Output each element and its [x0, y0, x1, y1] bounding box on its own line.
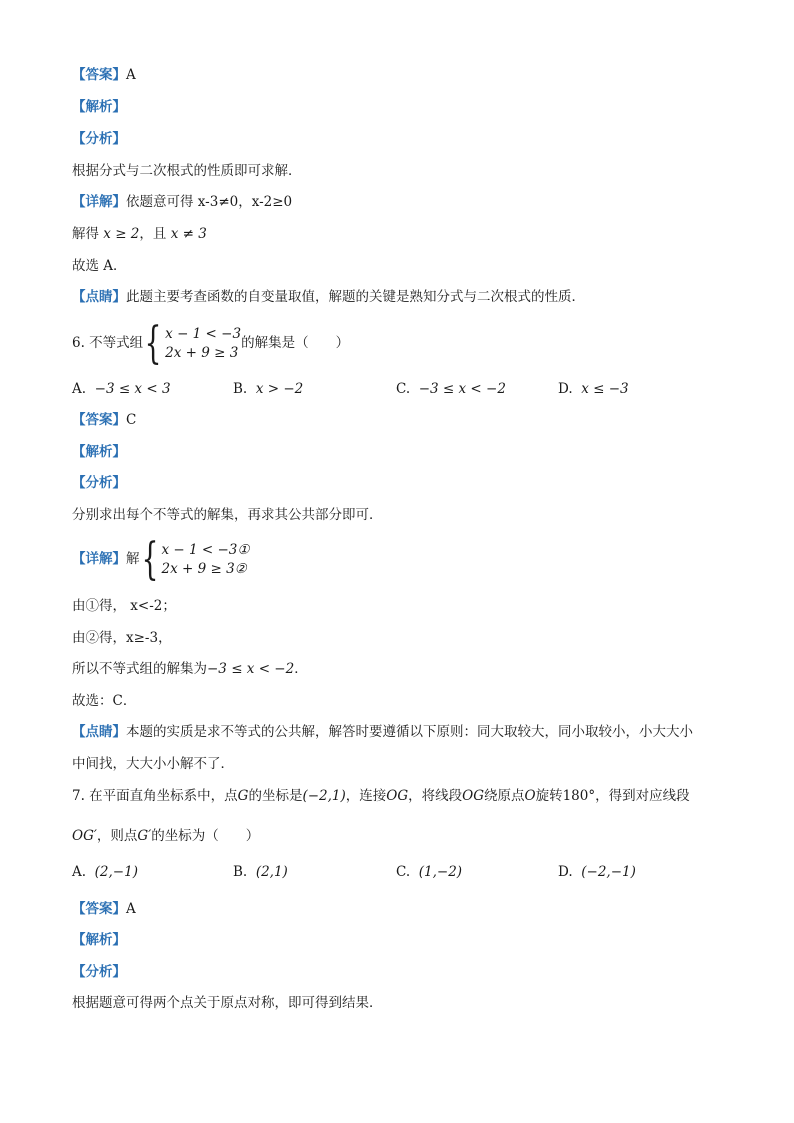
- fenxi-text: 根据题意可得两个点关于原点对称，即可得到结果．: [72, 995, 383, 1011]
- dianjing-line: 【点睛】此题主要考查函数的自变量取值，解题的关键是熟知分式与二次根式的性质．: [72, 289, 585, 305]
- choose-line: 故选：C．: [72, 693, 137, 709]
- answer-value: A: [126, 67, 136, 83]
- fenxi-heading: 【分析】: [72, 131, 126, 147]
- option-c[interactable]: C. (1,−2): [396, 864, 463, 880]
- answer-line: 【答案】C: [72, 412, 137, 428]
- fenxi-heading: 【分析】: [72, 964, 126, 980]
- dianjing-line-2: 中间找，大大小小解不了．: [72, 756, 234, 772]
- dianjing-line: 【点睛】本题的实质是求不等式的公共解，解答时要遵循以下原则：同大取较大，同小取较小，小大大小: [72, 724, 693, 740]
- option-d[interactable]: D. (−2,−1): [558, 864, 636, 880]
- inequality-system: { x − 1 < −3 2x + 9 ≥ 3: [144, 317, 242, 369]
- brace-glyph: {: [144, 317, 162, 369]
- step-2: 由②得，x≥-3，: [72, 630, 172, 646]
- solution-system: { x − 1 < −3① 2x + 9 ≥ 3②: [141, 533, 250, 585]
- analysis-heading: 【解析】: [72, 99, 126, 115]
- fenxi-text: 分别求出每个不等式的解集，再求其公共部分即可．: [72, 507, 383, 523]
- xiangjie-system: 【详解】解 { x − 1 < −3① 2x + 9 ≥ 3②: [72, 533, 250, 585]
- option-b[interactable]: B. (2,1): [233, 864, 288, 880]
- step-1: 由①得， x<-2；: [72, 598, 176, 614]
- analysis-heading: 【解析】: [72, 444, 126, 460]
- answer-line: 【答案】A: [72, 901, 136, 917]
- brace-glyph: {: [141, 533, 158, 585]
- option-d[interactable]: D. x ≤ −3: [558, 381, 629, 397]
- option-a[interactable]: A. −3 ≤ x < 3: [72, 381, 171, 397]
- option-b[interactable]: B. x > −2: [233, 381, 304, 397]
- question-7-stem: 7. 在平面直角坐标系中，点G的坐标是(−2,1)，连接OG，将线段OG绕原点O旋转180°，得到对应线段: [72, 788, 690, 804]
- analysis-heading: 【解析】: [72, 932, 126, 948]
- fenxi-heading: 【分析】: [72, 475, 126, 491]
- answer-tag: 【答案】: [72, 67, 126, 83]
- solve-line: 解得 x ≥ 2，且 x ≠ 3: [72, 226, 207, 242]
- question-7-stem-2: OG′，则点G′的坐标为（ ）: [72, 828, 260, 844]
- fenxi-text: 根据分式与二次根式的性质即可求解．: [72, 163, 302, 179]
- step-3: 所以不等式组的解集为−3 ≤ x < −2．: [72, 661, 308, 677]
- option-c[interactable]: C. −3 ≤ x < −2: [396, 381, 506, 397]
- choose-line: 故选 A．: [72, 258, 127, 274]
- xiangjie-line: 【详解】依题意可得 x-3≠0，x-2≥0: [72, 194, 293, 210]
- option-a[interactable]: A. (2,−1): [72, 864, 138, 880]
- answer-line: [72, 65, 136, 85]
- question-6-stem: 6. 不等式组 { x − 1 < −3 2x + 9 ≥ 3 的解集是（ ）: [72, 317, 350, 369]
